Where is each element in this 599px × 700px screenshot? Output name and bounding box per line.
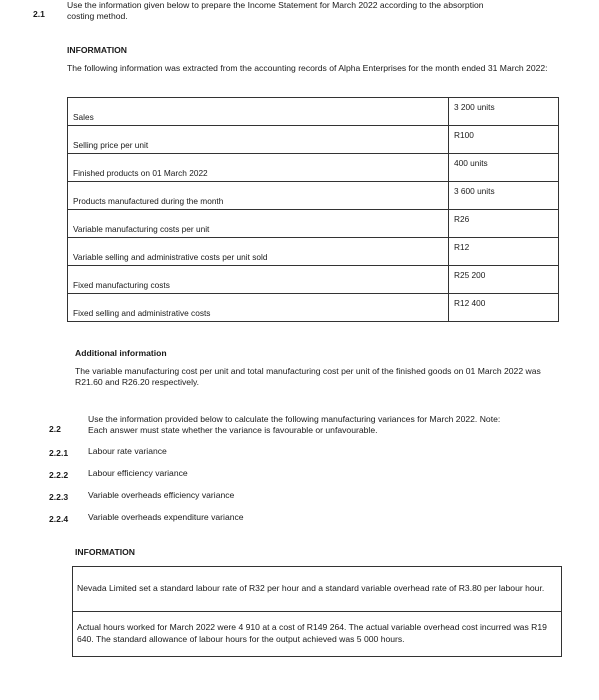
- question-2-1-instruction: Use the information given below to prepare the Income Statement for March 2022 according to the absorption costing method.: [67, 0, 484, 21]
- nevada-information-table: [72, 566, 562, 657]
- question-number-2-2: 2.2: [49, 424, 61, 434]
- row-label: Finished products on 01 March 2022: [68, 154, 449, 182]
- subquestion-number: 2.2.2: [49, 470, 69, 480]
- row-value: R25 200: [449, 266, 559, 294]
- row-label: Products manufactured during the month: [68, 182, 449, 210]
- row-value: 3 600 units: [449, 182, 559, 210]
- table-row: [73, 612, 562, 657]
- row-label: Variable manufacturing costs per unit: [68, 210, 449, 238]
- subquestion-label: Labour rate variance: [88, 446, 167, 456]
- row-value: R26: [449, 210, 559, 238]
- table-row: [68, 238, 559, 266]
- question-2-2-instruction: Use the information provided below to calculate the following manufacturing variances for March 2022. Note: Each answer must state whether the variance is favourable or unfavourable.: [88, 414, 501, 435]
- row-label: Variable selling and administrative costs per unit sold: [68, 238, 449, 266]
- table-row: [68, 126, 559, 154]
- subquestion-label: Variable overheads efficiency variance: [88, 490, 235, 500]
- table-row: [68, 210, 559, 238]
- additional-information-text: The variable manufacturing cost per unit and total manufacturing cost per unit of the finished goods on 01 March 2022 was R21.60 and R26.20 respectively.: [75, 366, 541, 387]
- table-row: [68, 182, 559, 210]
- subquestion-number: 2.2.3: [49, 492, 69, 502]
- additional-information-heading: Additional information: [75, 348, 167, 358]
- question-number-2-1: 2.1: [33, 9, 45, 19]
- subquestion-label: Labour efficiency variance: [88, 468, 188, 478]
- note-cell: Nevada Limited set a standard labour rate of R32 per hour and a standard variable overhead rate of R3.80 per labour hour.: [73, 567, 562, 612]
- subquestion-number: 2.2.1: [49, 448, 69, 458]
- row-value: R100: [449, 126, 559, 154]
- note-cell: Actual hours worked for March 2022 were 4 910 at a cost of R149 264. The actual variable overhead cost incurred was R19 640. The standard allowance of labour hours for the output achieved was 5 000 hours.: [73, 612, 562, 657]
- row-label: Sales: [68, 98, 449, 126]
- table-row: [68, 266, 559, 294]
- row-value: R12 400: [449, 294, 559, 322]
- row-label: Fixed manufacturing costs: [68, 266, 449, 294]
- row-value: R12: [449, 238, 559, 266]
- information-intro: The following information was extracted from the accounting records of Alpha Enterprises for the month ended 31 March 2022:: [67, 63, 548, 73]
- information-heading: INFORMATION: [67, 45, 127, 55]
- subquestion-label: Variable overheads expenditure variance: [88, 512, 244, 522]
- row-value: 400 units: [449, 154, 559, 182]
- table-row: [68, 294, 559, 322]
- table-row: [73, 567, 562, 612]
- subquestion-number: 2.2.4: [49, 514, 69, 524]
- row-label: Fixed selling and administrative costs: [68, 294, 449, 322]
- table-row: [68, 154, 559, 182]
- accounting-records-table: [67, 97, 559, 322]
- row-value: 3 200 units: [449, 98, 559, 126]
- information-heading-2: INFORMATION: [75, 547, 135, 557]
- table-row: [68, 98, 559, 126]
- row-label: Selling price per unit: [68, 126, 449, 154]
